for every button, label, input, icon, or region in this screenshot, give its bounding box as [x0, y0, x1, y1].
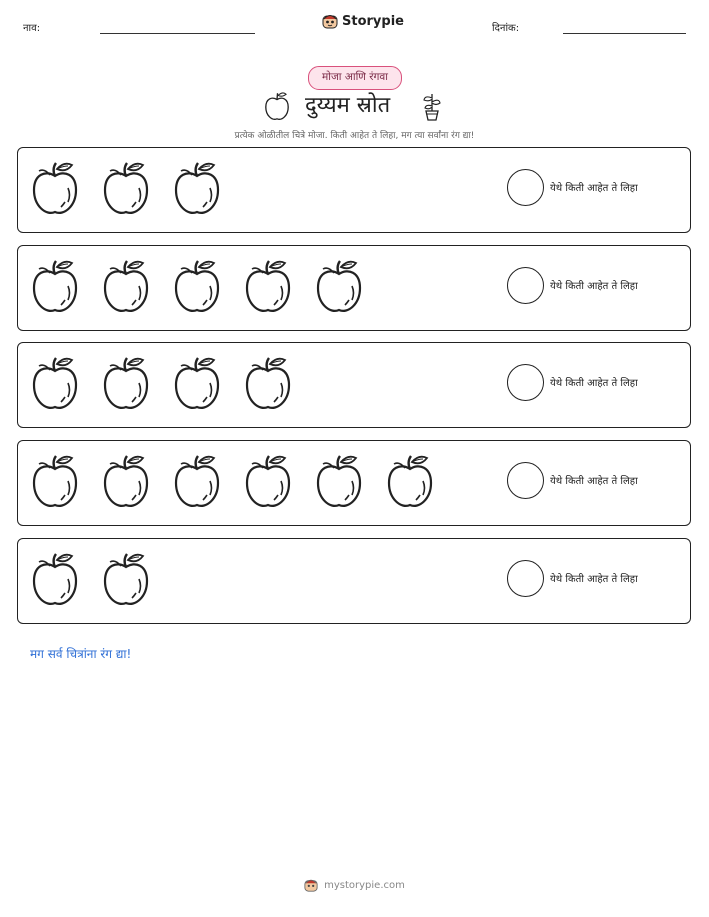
answer-label: येथे किती आहेत ते लिहा	[550, 378, 638, 389]
page-title: दुय्यम स्रोत	[305, 93, 391, 118]
name-label: नाव:	[23, 23, 41, 34]
footer-note: मग सर्व चित्रांना रंग द्या!	[30, 647, 132, 661]
apple-group	[30, 256, 364, 316]
apple-icon	[101, 451, 151, 511]
date-field[interactable]	[563, 33, 686, 34]
storypie-logo-icon	[322, 13, 338, 29]
date-label: दिनांक:	[492, 23, 520, 34]
apple-icon	[30, 549, 80, 609]
worksheet-header	[0, 12, 709, 42]
counting-row	[17, 440, 691, 526]
title-row	[0, 90, 709, 124]
apple-icon	[172, 451, 222, 511]
apple-icon	[243, 353, 293, 413]
potted-plant-icon	[421, 90, 443, 122]
answer-circle[interactable]	[507, 267, 544, 304]
apple-icon	[101, 158, 151, 218]
apple-icon	[172, 353, 222, 413]
footer-url[interactable]: mystorypie.com	[324, 879, 405, 891]
apple-icon	[30, 353, 80, 413]
counting-row	[17, 342, 691, 428]
apple-icon	[101, 549, 151, 609]
apple-group	[30, 158, 222, 218]
name-field[interactable]	[100, 33, 255, 34]
apple-group	[30, 353, 293, 413]
activity-badge: मोजा आणि रंगवा	[308, 66, 402, 90]
counting-row	[17, 538, 691, 624]
footer-brand	[0, 878, 709, 892]
apple-icon	[243, 256, 293, 316]
answer-circle[interactable]	[507, 462, 544, 499]
apple-group	[30, 549, 151, 609]
apple-icon	[101, 353, 151, 413]
answer-circle[interactable]	[507, 169, 544, 206]
apple-icon	[385, 451, 435, 511]
apple-icon	[30, 158, 80, 218]
apple-icon	[172, 256, 222, 316]
counting-row	[17, 245, 691, 331]
instructions: प्रत्येक ओळीतील चित्रे मोजा. किती आहेत ते लिहा, मग त्या सर्वांना रंग द्या!	[234, 131, 475, 141]
brand	[322, 13, 404, 29]
answer-label: येथे किती आहेत ते लिहा	[550, 574, 638, 585]
answer-label: येथे किती आहेत ते लिहा	[550, 183, 638, 194]
answer-circle[interactable]	[507, 560, 544, 597]
answer-circle[interactable]	[507, 364, 544, 401]
brand-name: Storypie	[342, 13, 404, 29]
apple-icon	[30, 256, 80, 316]
answer-label: येथे किती आहेत ते लिहा	[550, 281, 638, 292]
apple-icon	[314, 451, 364, 511]
apple-icon	[172, 158, 222, 218]
apple-icon	[30, 451, 80, 511]
apple-icon	[314, 256, 364, 316]
storypie-logo-icon	[304, 878, 318, 892]
apple-icon	[243, 451, 293, 511]
apple-group	[30, 451, 435, 511]
apple-icon	[101, 256, 151, 316]
apple-icon	[263, 90, 291, 122]
answer-label: येथे किती आहेत ते लिहा	[550, 476, 638, 487]
counting-row	[17, 147, 691, 233]
